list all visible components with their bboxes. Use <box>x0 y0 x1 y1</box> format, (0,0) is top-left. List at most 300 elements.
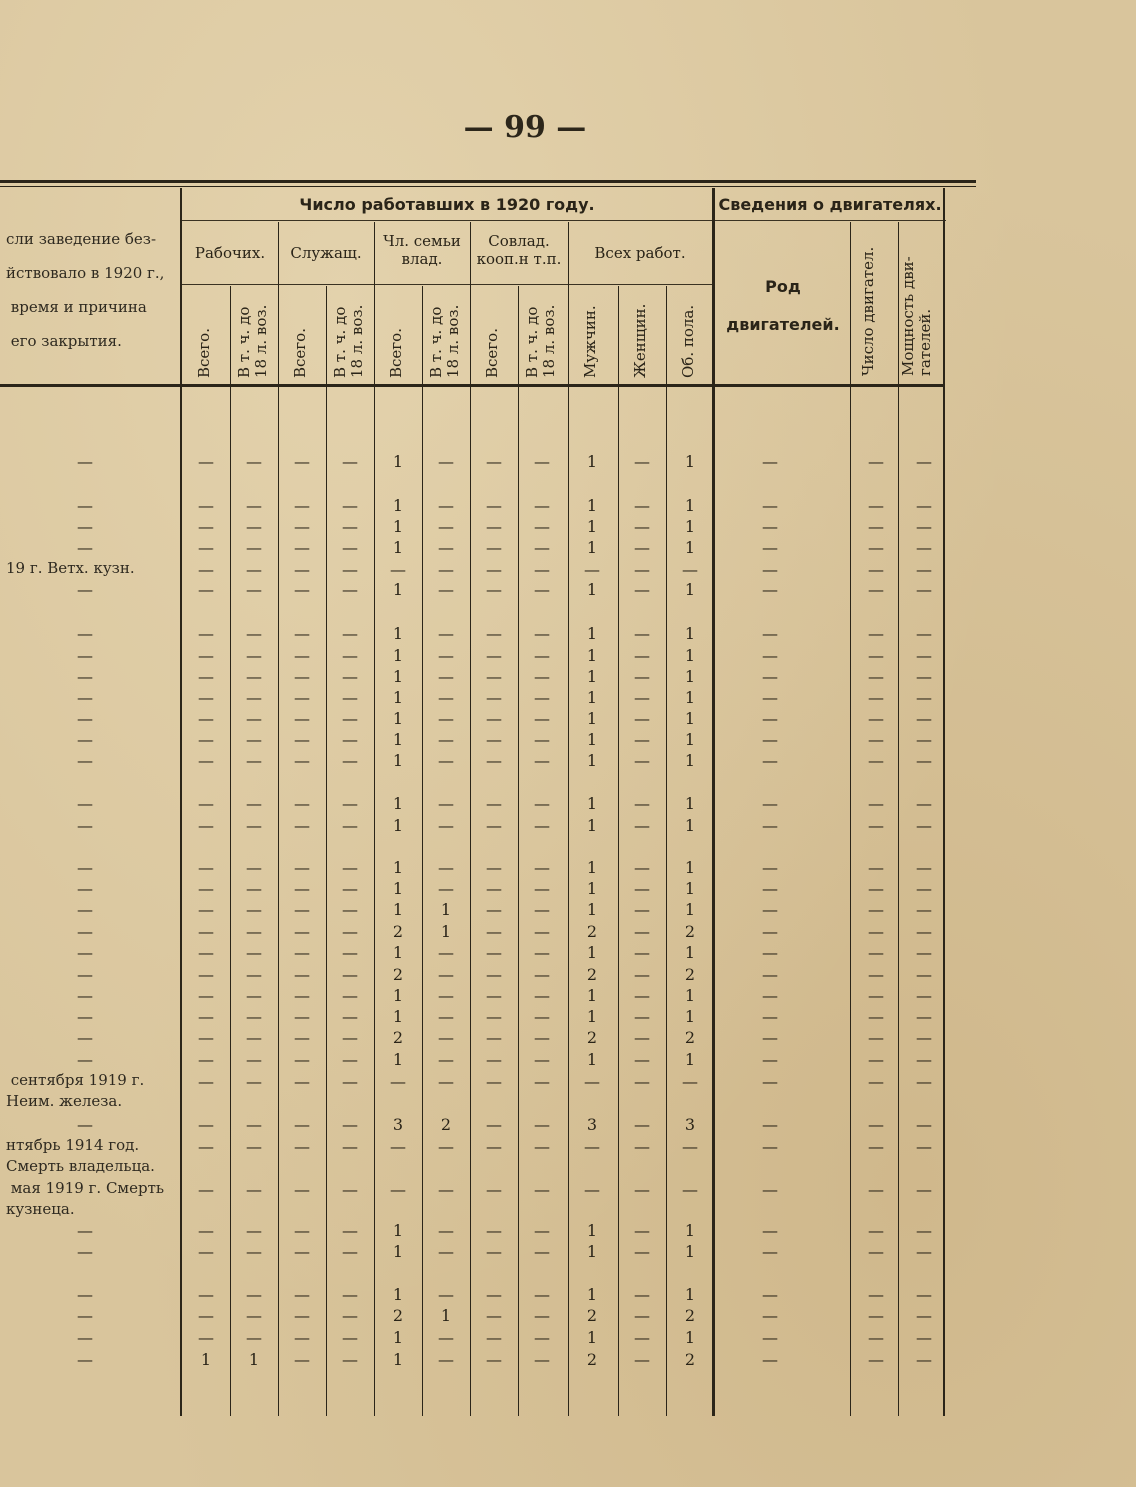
table-cell: 1 <box>392 452 404 471</box>
table-cell: 1 <box>440 922 452 941</box>
table-cell: — <box>486 1221 502 1240</box>
table-cell: — <box>342 580 358 599</box>
table-cell: 1 <box>586 688 598 707</box>
table-cell: 1 <box>248 1350 260 1369</box>
table-cell: 1 <box>586 1285 598 1304</box>
table-cell: — <box>294 517 310 536</box>
engine-cell: — <box>762 751 778 770</box>
table-cell: — <box>342 1350 358 1369</box>
table-cell: — <box>682 1180 698 1199</box>
engine-cell: — <box>868 1137 884 1156</box>
table-cell: — <box>534 794 550 813</box>
table-cell: — <box>246 943 262 962</box>
table-cell: — <box>246 646 262 665</box>
table-cell: 1 <box>684 900 696 919</box>
table-cell: — <box>534 751 550 770</box>
engines-group-header: Сведения о двигателях. <box>718 195 942 214</box>
engine-cell: — <box>868 709 884 728</box>
table-cell: — <box>342 1050 358 1069</box>
engine-cell: — <box>916 580 932 599</box>
table-cell: 1 <box>200 1350 212 1369</box>
table-cell: 1 <box>684 879 696 898</box>
row-closure-note: 19 г. Ветх. кузн. <box>6 559 135 577</box>
engine-cell: — <box>916 1137 932 1156</box>
table-cell: — <box>438 1242 454 1261</box>
table-cell: — <box>634 667 650 686</box>
table-cell: — <box>294 624 310 643</box>
table-cell: — <box>198 1050 214 1069</box>
table-cell: — <box>486 496 502 515</box>
engine-cell: — <box>762 1242 778 1261</box>
table-cell: 1 <box>392 816 404 835</box>
table-cell: — <box>390 560 406 579</box>
table-cell: — <box>438 1072 454 1091</box>
table-cell: — <box>486 879 502 898</box>
table-cell: — <box>486 1137 502 1156</box>
engine-cell: — <box>762 452 778 471</box>
table-cell: — <box>534 1137 550 1156</box>
table-cell: 1 <box>684 1221 696 1240</box>
table-cell: — <box>634 688 650 707</box>
table-cell: — <box>438 986 454 1005</box>
engine-cell: — <box>916 794 932 813</box>
table-cell: — <box>534 900 550 919</box>
table-cell: — <box>486 452 502 471</box>
table-cell: — <box>534 1328 550 1347</box>
table-cell: — <box>198 1306 214 1325</box>
table-cell: — <box>634 1328 650 1347</box>
table-cell: — <box>534 1242 550 1261</box>
engine-cell: — <box>762 1007 778 1026</box>
table-cell: — <box>438 1028 454 1047</box>
table-cell: 1 <box>684 858 696 877</box>
engine-count-header: Число двигател. <box>859 246 877 376</box>
table-cell: 1 <box>586 580 598 599</box>
table-cell: 1 <box>586 667 598 686</box>
engine-cell: — <box>916 560 932 579</box>
engine-cell: — <box>762 1050 778 1069</box>
engine-cell: — <box>916 900 932 919</box>
engine-cell: — <box>868 879 884 898</box>
table-cell: — <box>486 1285 502 1304</box>
table-cell: 1 <box>586 1221 598 1240</box>
table-cell: — <box>342 1306 358 1325</box>
table-cell: — <box>294 646 310 665</box>
table-cell: 1 <box>684 816 696 835</box>
row-lead-dash: — <box>77 1306 93 1325</box>
table-cell: — <box>342 794 358 813</box>
table-cell: — <box>342 1007 358 1026</box>
table-cell: — <box>294 560 310 579</box>
column-header-4: Всего. <box>387 328 405 378</box>
table-cell: 1 <box>586 816 598 835</box>
table-cell: 1 <box>392 1050 404 1069</box>
table-cell: — <box>486 624 502 643</box>
table-cell: — <box>438 496 454 515</box>
table-cell: 1 <box>440 1306 452 1325</box>
table-cell: — <box>438 709 454 728</box>
engine-cell: — <box>916 1028 932 1047</box>
table-cell: 1 <box>684 452 696 471</box>
workers-group-header: Число работавших в 1920 году. <box>299 195 595 214</box>
table-cell: 1 <box>392 900 404 919</box>
engine-cell: — <box>868 1007 884 1026</box>
table-cell: 1 <box>392 943 404 962</box>
table-cell: — <box>342 496 358 515</box>
engine-cell: — <box>916 1007 932 1026</box>
table-cell: — <box>486 1328 502 1347</box>
table-cell: — <box>342 538 358 557</box>
table-cell: — <box>634 1007 650 1026</box>
table-cell: 1 <box>586 709 598 728</box>
engine-cell: — <box>916 1242 932 1261</box>
row-closure-note: сентября 1919 г. Неим. железа. <box>6 1071 145 1110</box>
table-cell: — <box>246 879 262 898</box>
table-cell: — <box>438 965 454 984</box>
table-cell: — <box>294 965 310 984</box>
subheader-divider <box>182 284 712 285</box>
table-cell: — <box>486 1007 502 1026</box>
table-cell: — <box>534 730 550 749</box>
table-cell: — <box>534 646 550 665</box>
column-header-1: В т. ч. до 18 л. воз. <box>235 304 270 378</box>
table-cell: 1 <box>392 986 404 1005</box>
column-header-6: Всего. <box>483 328 501 378</box>
table-cell: 1 <box>684 688 696 707</box>
table-cell: 1 <box>586 794 598 813</box>
table-cell: — <box>246 965 262 984</box>
engine-cell: — <box>762 1285 778 1304</box>
engine-cell: — <box>868 986 884 1005</box>
table-cell: 1 <box>586 496 598 515</box>
table-cell: 1 <box>684 1007 696 1026</box>
table-cell: — <box>634 816 650 835</box>
table-cell: 1 <box>684 1328 696 1347</box>
table-cell: — <box>634 879 650 898</box>
table-cell: — <box>534 858 550 877</box>
table-cell: — <box>682 1137 698 1156</box>
table-cell: 2 <box>586 922 598 941</box>
table-cell: — <box>634 922 650 941</box>
table-cell: 1 <box>586 900 598 919</box>
table-cell: — <box>634 496 650 515</box>
table-cell: — <box>246 1007 262 1026</box>
table-cell: — <box>486 794 502 813</box>
engine-cell: — <box>762 730 778 749</box>
table-cell: — <box>534 538 550 557</box>
table-cell: — <box>294 580 310 599</box>
table-cell: — <box>342 452 358 471</box>
table-cell: — <box>634 624 650 643</box>
table-cell: 1 <box>684 1242 696 1261</box>
table-cell: — <box>534 517 550 536</box>
engine-power-header: Мощность дви- гателей. <box>899 256 934 376</box>
engine-cell: — <box>868 560 884 579</box>
table-cell: — <box>294 688 310 707</box>
table-cell: — <box>294 879 310 898</box>
engine-cell: — <box>916 709 932 728</box>
engine-cell: — <box>762 1328 778 1347</box>
table-cell: — <box>534 688 550 707</box>
row-lead-dash: — <box>77 965 93 984</box>
table-cell: — <box>294 496 310 515</box>
table-cell: 1 <box>684 751 696 770</box>
table-cell: 1 <box>392 730 404 749</box>
table-cell: 1 <box>392 646 404 665</box>
table-cell: — <box>534 1180 550 1199</box>
table-cell: — <box>634 560 650 579</box>
row-lead-dash: — <box>77 1242 93 1261</box>
table-cell: — <box>534 922 550 941</box>
row-lead-dash: — <box>77 580 93 599</box>
table-cell: — <box>438 1050 454 1069</box>
engine-cell: — <box>916 496 932 515</box>
table-cell: — <box>294 1350 310 1369</box>
table-cell: — <box>246 1072 262 1091</box>
engine-cell: — <box>868 667 884 686</box>
engine-cell: — <box>916 1221 932 1240</box>
table-cell: — <box>342 1072 358 1091</box>
table-cell: — <box>246 538 262 557</box>
table-cell: — <box>438 858 454 877</box>
table-cell: — <box>294 816 310 835</box>
engine-cell: — <box>916 1328 932 1347</box>
table-cell: — <box>246 1221 262 1240</box>
table-cell: — <box>246 1180 262 1199</box>
engine-cell: — <box>916 1180 932 1199</box>
table-cell: — <box>486 538 502 557</box>
table-cell: — <box>246 496 262 515</box>
table-cell: — <box>390 1180 406 1199</box>
table-cell: — <box>342 900 358 919</box>
engine-cell: — <box>868 1328 884 1347</box>
table-cell: 1 <box>586 517 598 536</box>
engine-cell: — <box>762 1115 778 1134</box>
table-cell: — <box>634 538 650 557</box>
engine-cell: — <box>916 816 932 835</box>
row-lead-dash: — <box>77 900 93 919</box>
engine-cell: — <box>916 1306 932 1325</box>
table-cell: — <box>294 538 310 557</box>
table-cell: — <box>342 709 358 728</box>
engine-cell: — <box>762 816 778 835</box>
table-cell: — <box>534 624 550 643</box>
table-cell: — <box>534 452 550 471</box>
engine-cell: — <box>916 879 932 898</box>
table-cell: — <box>438 517 454 536</box>
table-cell: — <box>486 1028 502 1047</box>
table-cell: — <box>682 1072 698 1091</box>
table-cell: — <box>534 986 550 1005</box>
table-cell: — <box>342 1328 358 1347</box>
table-cell: — <box>246 560 262 579</box>
table-cell: 1 <box>586 751 598 770</box>
table-cell: — <box>390 1137 406 1156</box>
table-cell: — <box>246 1306 262 1325</box>
table-cell: — <box>634 751 650 770</box>
engine-cell: — <box>868 580 884 599</box>
table-cell: — <box>246 858 262 877</box>
engine-cell: — <box>868 452 884 471</box>
table-cell: — <box>342 667 358 686</box>
row-lead-dash: — <box>77 751 93 770</box>
engine-cell: — <box>868 538 884 557</box>
table-cell: — <box>438 1350 454 1369</box>
engine-cell: — <box>868 794 884 813</box>
table-cell: — <box>294 1115 310 1134</box>
table-cell: — <box>634 580 650 599</box>
table-cell: — <box>438 452 454 471</box>
table-cell: — <box>294 1137 310 1156</box>
table-cell: 1 <box>586 730 598 749</box>
table-cell: 3 <box>586 1115 598 1134</box>
table-cell: — <box>198 560 214 579</box>
engine-cell: — <box>762 943 778 962</box>
table-cell: 1 <box>392 1007 404 1026</box>
table-cell: — <box>634 1285 650 1304</box>
table-cell: — <box>438 730 454 749</box>
table-cell: — <box>438 538 454 557</box>
table-cell: — <box>438 580 454 599</box>
table-cell: — <box>198 816 214 835</box>
table-cell: — <box>342 965 358 984</box>
engine-cell: — <box>868 751 884 770</box>
table-cell: — <box>438 1180 454 1199</box>
top-rule-thin <box>0 186 976 187</box>
table-cell: — <box>246 922 262 941</box>
column-header-3: В т. ч. до 18 л. воз. <box>331 304 366 378</box>
table-cell: — <box>198 452 214 471</box>
table-cell: — <box>534 965 550 984</box>
table-cell: — <box>438 1007 454 1026</box>
engine-cell: — <box>916 1115 932 1134</box>
table-cell: — <box>486 1306 502 1325</box>
table-cell: — <box>198 538 214 557</box>
table-cell: — <box>294 667 310 686</box>
table-cell: 1 <box>392 624 404 643</box>
engine-cell: — <box>762 858 778 877</box>
table-cell: — <box>198 1007 214 1026</box>
table-cell: 1 <box>684 624 696 643</box>
engine-cell: — <box>868 1350 884 1369</box>
table-cell: — <box>342 922 358 941</box>
row-lead-dash: — <box>77 1328 93 1347</box>
engine-cell: — <box>868 900 884 919</box>
table-cell: — <box>198 496 214 515</box>
table-cell: 1 <box>392 709 404 728</box>
table-cell: — <box>438 943 454 962</box>
table-cell: — <box>534 1285 550 1304</box>
table-cell: — <box>634 709 650 728</box>
table-cell: — <box>634 1242 650 1261</box>
subheader-1: Служащ. <box>290 244 362 262</box>
table-cell: 1 <box>392 1350 404 1369</box>
row-lead-dash: — <box>77 624 93 643</box>
engine-cell: — <box>916 1285 932 1304</box>
engine-cell: — <box>916 965 932 984</box>
table-cell: — <box>634 1115 650 1134</box>
engine-cell: — <box>868 1306 884 1325</box>
table-cell: — <box>246 709 262 728</box>
table-cell: — <box>294 730 310 749</box>
table-cell: 1 <box>586 1242 598 1261</box>
engine-cell: — <box>916 751 932 770</box>
engine-cell: — <box>762 624 778 643</box>
table-cell: — <box>294 943 310 962</box>
table-cell: — <box>634 1050 650 1069</box>
table-cell: 1 <box>684 709 696 728</box>
table-cell: — <box>584 560 600 579</box>
table-cell: 1 <box>684 580 696 599</box>
table-cell: — <box>534 816 550 835</box>
table-cell: — <box>246 1028 262 1047</box>
table-cell: — <box>342 751 358 770</box>
table-cell: 1 <box>392 751 404 770</box>
top-rule <box>0 180 976 183</box>
table-cell: — <box>342 1180 358 1199</box>
table-cell: — <box>584 1180 600 1199</box>
table-cell: — <box>342 816 358 835</box>
engine-cell: — <box>868 1285 884 1304</box>
table-cell: — <box>486 688 502 707</box>
table-cell: 1 <box>684 517 696 536</box>
table-cell: — <box>198 580 214 599</box>
table-cell: — <box>534 879 550 898</box>
table-cell: — <box>486 1242 502 1261</box>
table-cell: 1 <box>392 794 404 813</box>
table-cell: — <box>486 667 502 686</box>
table-cell: — <box>534 560 550 579</box>
engine-cell: — <box>762 580 778 599</box>
table-cell: — <box>634 730 650 749</box>
table-cell: 2 <box>392 1028 404 1047</box>
engine-cell: — <box>868 922 884 941</box>
table-cell: — <box>198 794 214 813</box>
table-cell: 1 <box>684 1285 696 1304</box>
row-lead-dash: — <box>77 1221 93 1240</box>
table-cell: 1 <box>684 730 696 749</box>
table-cell: 1 <box>684 667 696 686</box>
subheader-3: Совлад. кооп.н т.п. <box>476 232 562 268</box>
table-cell: — <box>634 1137 650 1156</box>
table-cell: — <box>342 986 358 1005</box>
table-cell: — <box>634 900 650 919</box>
table-cell: — <box>342 858 358 877</box>
table-cell: — <box>486 1115 502 1134</box>
table-cell: 2 <box>684 1350 696 1369</box>
table-cell: — <box>534 943 550 962</box>
subheader-0: Рабочих. <box>194 244 266 262</box>
table-cell: — <box>246 816 262 835</box>
row-lead-dash: — <box>77 646 93 665</box>
table-cell: 1 <box>392 1221 404 1240</box>
table-cell: — <box>634 1221 650 1240</box>
engines-header-divider <box>714 220 946 221</box>
table-cell: — <box>342 1242 358 1261</box>
table-cell: 1 <box>586 879 598 898</box>
table-cell: — <box>342 646 358 665</box>
table-cell: — <box>198 1072 214 1091</box>
engine-cell: — <box>762 1306 778 1325</box>
engine-cell: — <box>916 1050 932 1069</box>
table-cell: — <box>294 1285 310 1304</box>
row-lead-dash: — <box>77 986 93 1005</box>
table-cell: 2 <box>684 922 696 941</box>
table-cell: 1 <box>392 1242 404 1261</box>
engine-cell: — <box>762 1221 778 1240</box>
table-cell: — <box>198 900 214 919</box>
table-cell: — <box>634 452 650 471</box>
